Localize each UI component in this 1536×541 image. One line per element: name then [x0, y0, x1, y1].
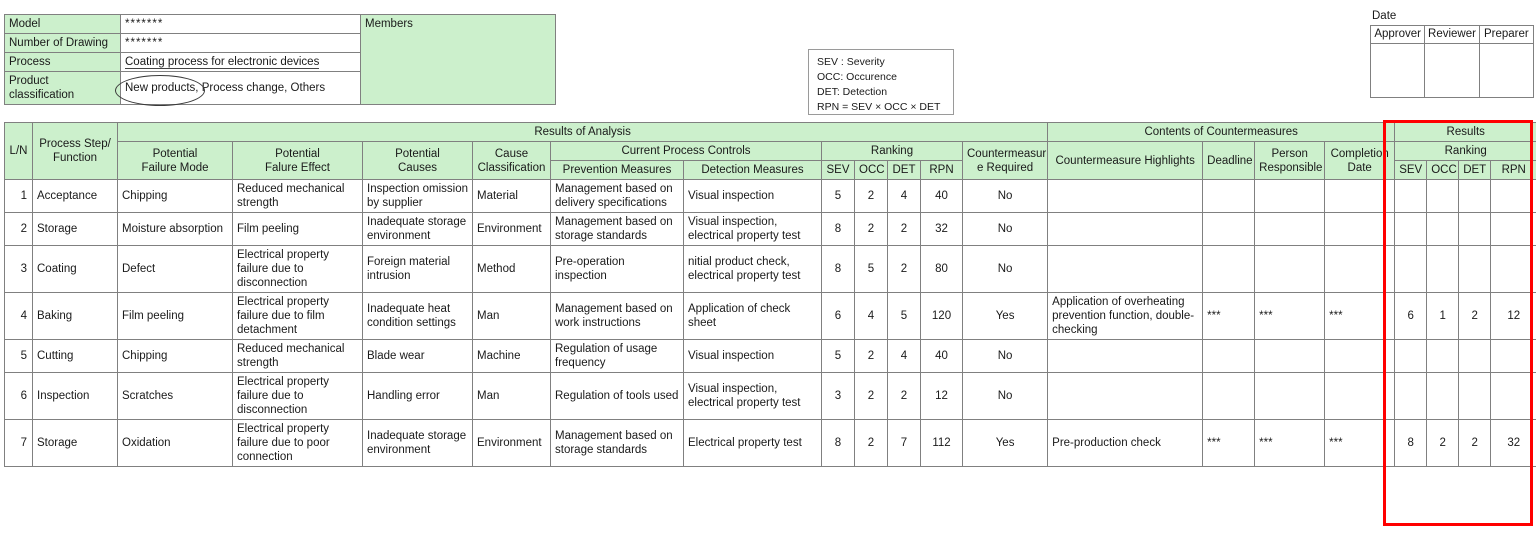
col-header-countermeasure-highlights: Countermeasure Highlights — [1048, 142, 1203, 180]
col-header-potential-failure-effect — [233, 142, 363, 180]
col-header-rpn: RPN — [921, 161, 963, 180]
cell-deadline[interactable]: *** — [1203, 420, 1255, 467]
cell-results-det[interactable] — [1459, 373, 1491, 420]
group-header-current-process-controls: Current Process Controls — [551, 142, 822, 161]
cell-cause-class[interactable]: Machine — [473, 340, 551, 373]
fmea-table-body — [5, 180, 1536, 467]
col-header-cm-required-l2: e Required — [976, 161, 1034, 174]
cell-cm-highlights[interactable] — [1048, 246, 1203, 293]
signoff-value-approver[interactable] — [1371, 44, 1425, 98]
cell-results-occ[interactable]: 1 — [1427, 293, 1459, 340]
cell-sev[interactable]: 8 — [822, 420, 855, 467]
cell-results-sev[interactable] — [1395, 373, 1427, 420]
cell-person[interactable] — [1255, 373, 1325, 420]
cell-person[interactable]: *** — [1255, 420, 1325, 467]
info-value-process[interactable] — [121, 53, 361, 72]
col-header-completion-l2: Date — [1347, 161, 1372, 174]
col-header-deadline: Deadline — [1203, 142, 1255, 180]
col-header-potential-failure-mode — [118, 142, 233, 180]
cell-results-rpn[interactable]: 12 — [1491, 293, 1536, 340]
col-header-failure-effect-l2: Falure Effect — [265, 161, 330, 174]
cell-sev[interactable]: 5 — [822, 180, 855, 213]
cell-prevention[interactable]: Management based on work instructions — [551, 293, 684, 340]
cell-cm-highlights[interactable]: Pre-production check — [1048, 420, 1203, 467]
cell-prevention[interactable]: Regulation of tools used — [551, 373, 684, 420]
cell-deadline[interactable]: *** — [1203, 293, 1255, 340]
signoff-value-preparer[interactable] — [1479, 44, 1533, 98]
cell-detection[interactable]: nitial product check, electrical property test — [684, 246, 822, 293]
cell-causes[interactable]: Inadequate storage environment — [363, 213, 473, 246]
cell-detection[interactable]: Visual inspection, electrical property test — [684, 213, 822, 246]
cell-cm-required[interactable]: No — [963, 213, 1048, 246]
header-row-groups — [5, 123, 1536, 142]
signoff-header-reviewer: Reviewer — [1425, 26, 1479, 44]
cell-failure-effect[interactable]: Reduced mechanical strength — [233, 180, 363, 213]
info-members-cell: Members — [361, 15, 556, 105]
col-header-cm-required-l1: Countermeasur — [967, 147, 1047, 160]
cell-results-rpn[interactable] — [1491, 373, 1536, 420]
cell-results-det[interactable] — [1459, 213, 1491, 246]
cell-results-det[interactable] — [1459, 340, 1491, 373]
cell-ln[interactable]: 5 — [5, 340, 33, 373]
cell-results-sev[interactable]: 6 — [1395, 293, 1427, 340]
col-header-cause-class-l1: Cause — [494, 147, 529, 160]
cell-occ[interactable]: 2 — [855, 180, 888, 213]
cell-process-step[interactable]: Acceptance — [33, 180, 118, 213]
cell-cm-highlights[interactable] — [1048, 340, 1203, 373]
info-label-product-classification: Product classification — [5, 72, 121, 105]
cell-occ[interactable]: 4 — [855, 293, 888, 340]
cell-sev[interactable]: 6 — [822, 293, 855, 340]
cell-occ[interactable]: 2 — [855, 340, 888, 373]
cell-occ[interactable]: 2 — [855, 373, 888, 420]
col-header-results-rpn: RPN — [1491, 161, 1536, 180]
cell-cause-class[interactable]: Man — [473, 373, 551, 420]
cell-results-det[interactable] — [1459, 246, 1491, 293]
group-header-ranking: Ranking — [822, 142, 963, 161]
cell-det[interactable]: 4 — [888, 340, 921, 373]
cell-results-det[interactable]: 2 — [1459, 420, 1491, 467]
table-row — [5, 213, 1536, 246]
cell-results-det[interactable] — [1459, 180, 1491, 213]
col-header-process-step — [33, 123, 118, 180]
info-label-model: Model — [5, 15, 121, 34]
cell-results-rpn[interactable] — [1491, 340, 1536, 373]
cell-process-step[interactable]: Storage — [33, 420, 118, 467]
cell-process-step[interactable]: Inspection — [33, 373, 118, 420]
col-header-process-step-l1: Process Step/ — [39, 138, 111, 150]
info-value-process-text: Coating process for electronic devices — [125, 56, 320, 69]
signoff-header-row — [1371, 26, 1534, 44]
cell-cause-class[interactable]: Method — [473, 246, 551, 293]
cell-det[interactable]: 7 — [888, 420, 921, 467]
cell-failure-effect[interactable]: Film peeling — [233, 213, 363, 246]
cell-causes[interactable]: Inadequate heat condition settings — [363, 293, 473, 340]
col-header-det: DET — [888, 161, 921, 180]
cell-prevention[interactable]: Management based on delivery specifications — [551, 180, 684, 213]
col-header-results-sev: SEV — [1395, 161, 1427, 180]
cell-detection[interactable]: Application of check sheet — [684, 293, 822, 340]
cell-rpn[interactable]: 12 — [921, 373, 963, 420]
cell-cause-class[interactable]: Material — [473, 180, 551, 213]
cell-occ[interactable]: 2 — [855, 213, 888, 246]
col-header-causes-l1: Potential — [395, 147, 440, 160]
cell-sev[interactable]: 8 — [822, 213, 855, 246]
cell-person[interactable]: *** — [1255, 293, 1325, 340]
cell-occ[interactable]: 5 — [855, 246, 888, 293]
col-header-detection-measures: Detection Measures — [684, 161, 822, 180]
cell-results-rpn[interactable] — [1491, 213, 1536, 246]
cell-detection[interactable]: Visual inspection — [684, 340, 822, 373]
table-row — [5, 293, 1536, 340]
col-header-countermeasure-required — [963, 142, 1048, 180]
cell-completion[interactable] — [1325, 373, 1395, 420]
fmea-table — [4, 122, 1536, 467]
info-value-model[interactable] — [121, 15, 361, 34]
table-row — [5, 340, 1536, 373]
cell-failure-effect[interactable]: Electrical property failure due to poor connection — [233, 420, 363, 467]
col-header-ln: L/N — [5, 123, 33, 180]
table-row — [5, 420, 1536, 467]
info-value-model-text: ******* — [125, 18, 164, 30]
col-header-person-responsible — [1255, 142, 1325, 180]
cell-sev[interactable]: 8 — [822, 246, 855, 293]
cell-rpn[interactable]: 80 — [921, 246, 963, 293]
col-header-person-l2: Responsible — [1259, 161, 1323, 174]
info-value-product-classification-text: New products, Process change, Others — [125, 82, 326, 95]
info-value-drawing-number-text: ******* — [125, 37, 164, 50]
cell-deadline[interactable] — [1203, 213, 1255, 246]
cell-causes[interactable]: Inadequate storage environment — [363, 420, 473, 467]
cell-cm-required[interactable]: Yes — [963, 420, 1048, 467]
cell-prevention[interactable]: Regulation of usage frequency — [551, 340, 684, 373]
cell-completion[interactable] — [1325, 180, 1395, 213]
cell-rpn[interactable]: 40 — [921, 340, 963, 373]
cell-detection[interactable]: Visual inspection — [684, 180, 822, 213]
cell-person[interactable] — [1255, 180, 1325, 213]
cell-person[interactable] — [1255, 213, 1325, 246]
group-header-results: Results — [1395, 123, 1536, 142]
legend-line-det: DET: Detection — [817, 85, 888, 98]
table-row — [5, 246, 1536, 293]
cell-det[interactable]: 4 — [888, 180, 921, 213]
col-header-results-det: DET — [1459, 161, 1491, 180]
cell-process-step[interactable]: Baking — [33, 293, 118, 340]
col-header-sev: SEV — [822, 161, 855, 180]
cell-cm-highlights[interactable] — [1048, 180, 1203, 213]
cell-results-sev[interactable] — [1395, 340, 1427, 373]
col-header-cause-class-l2: Classification — [477, 161, 546, 174]
cell-completion[interactable] — [1325, 340, 1395, 373]
cell-results-sev[interactable]: 8 — [1395, 420, 1427, 467]
product-classification-wrap — [125, 81, 325, 95]
document-info-block — [4, 14, 556, 105]
col-header-failure-effect-l1: Potential — [275, 147, 320, 160]
cell-process-step[interactable]: Coating — [33, 246, 118, 293]
cell-ln[interactable]: 1 — [5, 180, 33, 213]
cell-results-occ[interactable] — [1427, 213, 1459, 246]
cell-failure-effect[interactable]: Reduced mechanical strength — [233, 340, 363, 373]
cell-ln[interactable]: 7 — [5, 420, 33, 467]
cell-det[interactable]: 2 — [888, 213, 921, 246]
col-header-results-occ: OCC — [1427, 161, 1459, 180]
fmea-table-container — [4, 122, 1532, 467]
legend-line-occ: OCC: Occurence — [817, 70, 897, 83]
cell-results-occ[interactable] — [1427, 340, 1459, 373]
info-row-model — [5, 15, 556, 34]
cell-failure-mode[interactable]: Oxidation — [118, 420, 233, 467]
table-row — [5, 180, 1536, 213]
col-header-person-l1: Person — [1271, 147, 1308, 160]
cell-cm-required[interactable]: No — [963, 373, 1048, 420]
cell-deadline[interactable] — [1203, 246, 1255, 293]
cell-prevention[interactable]: Management based on storage standards — [551, 213, 684, 246]
signoff-value-row — [1371, 44, 1534, 98]
group-header-results-ranking: Ranking — [1395, 142, 1536, 161]
cell-ln[interactable]: 4 — [5, 293, 33, 340]
cell-det[interactable]: 2 — [888, 246, 921, 293]
signoff-header-approver: Approver — [1371, 26, 1425, 44]
cell-failure-mode[interactable]: Scratches — [118, 373, 233, 420]
cell-prevention[interactable]: Management based on storage standards — [551, 420, 684, 467]
cell-ln[interactable]: 2 — [5, 213, 33, 246]
cell-causes[interactable]: Blade wear — [363, 340, 473, 373]
cell-causes[interactable]: Inspection omission by supplier — [363, 180, 473, 213]
cell-failure-mode[interactable]: Defect — [118, 246, 233, 293]
signoff-value-reviewer[interactable] — [1425, 44, 1479, 98]
cell-process-step[interactable]: Cutting — [33, 340, 118, 373]
cell-causes[interactable]: Foreign material intrusion — [363, 246, 473, 293]
col-header-completion-l1: Completion — [1330, 147, 1389, 160]
cell-results-rpn[interactable] — [1491, 246, 1536, 293]
legend-line-sev: SEV : Severity — [817, 56, 885, 68]
cell-deadline[interactable] — [1203, 373, 1255, 420]
group-header-results-of-analysis: Results of Analysis — [118, 123, 1048, 142]
abbreviation-legend-box — [808, 49, 954, 115]
col-header-potential-causes — [363, 142, 473, 180]
info-label-drawing-number: Number of Drawing — [5, 34, 121, 53]
cell-results-det[interactable]: 2 — [1459, 293, 1491, 340]
cell-det[interactable]: 5 — [888, 293, 921, 340]
cell-cm-required[interactable]: No — [963, 340, 1048, 373]
cell-deadline[interactable] — [1203, 340, 1255, 373]
col-header-process-step-l2: Function — [52, 152, 98, 165]
col-header-failure-mode-l1: Potential — [152, 147, 198, 160]
cell-prevention[interactable]: Pre-operation inspection — [551, 246, 684, 293]
cell-results-sev[interactable] — [1395, 213, 1427, 246]
cell-rpn[interactable]: 40 — [921, 180, 963, 213]
cell-completion[interactable]: *** — [1325, 420, 1395, 467]
cell-completion[interactable] — [1325, 246, 1395, 293]
signoff-table — [1370, 25, 1534, 98]
table-row — [5, 373, 1536, 420]
cell-results-occ[interactable]: 2 — [1427, 420, 1459, 467]
cell-sev[interactable]: 3 — [822, 373, 855, 420]
cell-deadline[interactable] — [1203, 180, 1255, 213]
cell-cause-class[interactable]: Environment — [473, 420, 551, 467]
cell-cause-class[interactable]: Environment — [473, 213, 551, 246]
cell-results-rpn[interactable] — [1491, 180, 1536, 213]
cell-cm-highlights[interactable]: Application of overheating prevention function, double-checking — [1048, 293, 1203, 340]
cell-results-sev[interactable] — [1395, 246, 1427, 293]
col-header-prevention-measures: Prevention Measures — [551, 161, 684, 180]
legend-line-rpn: RPN = SEV × OCC × DET — [817, 100, 941, 113]
cell-cm-required[interactable]: Yes — [963, 293, 1048, 340]
cell-results-occ[interactable] — [1427, 373, 1459, 420]
cell-results-sev[interactable] — [1395, 180, 1427, 213]
cell-ln[interactable]: 6 — [5, 373, 33, 420]
date-label: Date — [1372, 10, 1397, 22]
cell-person[interactable] — [1255, 340, 1325, 373]
fmea-table-head — [5, 123, 1536, 180]
cell-results-occ[interactable] — [1427, 180, 1459, 213]
date-signoff-block — [1370, 10, 1534, 98]
cell-cm-highlights[interactable] — [1048, 213, 1203, 246]
col-header-completion-date — [1325, 142, 1395, 180]
info-value-product-classification[interactable] — [121, 72, 361, 105]
cell-failure-mode[interactable]: Moisture absorption — [118, 213, 233, 246]
cell-completion[interactable] — [1325, 213, 1395, 246]
cell-detection[interactable]: Electrical property test — [684, 420, 822, 467]
cell-failure-mode[interactable]: Chipping — [118, 340, 233, 373]
col-header-occ: OCC — [855, 161, 888, 180]
cell-failure-effect[interactable]: Electrical property failure due to disconnection — [233, 246, 363, 293]
header-row-subgroups — [5, 142, 1536, 161]
info-label-process: Process — [5, 53, 121, 72]
cell-cm-required[interactable]: No — [963, 180, 1048, 213]
cell-rpn[interactable]: 120 — [921, 293, 963, 340]
cell-ln[interactable]: 3 — [5, 246, 33, 293]
cell-cm-highlights[interactable] — [1048, 373, 1203, 420]
cell-failure-mode[interactable]: Chipping — [118, 180, 233, 213]
cell-failure-effect[interactable]: Electrical property failure due to film detachment — [233, 293, 363, 340]
document-info-table — [4, 14, 556, 105]
cell-sev[interactable]: 5 — [822, 340, 855, 373]
signoff-header-preparer: Preparer — [1479, 26, 1533, 44]
cell-detection[interactable]: Visual inspection, electrical property test — [684, 373, 822, 420]
cell-results-rpn[interactable]: 32 — [1491, 420, 1536, 467]
cell-det[interactable]: 2 — [888, 373, 921, 420]
cell-occ[interactable]: 2 — [855, 420, 888, 467]
cell-causes[interactable]: Handling error — [363, 373, 473, 420]
cell-failure-effect[interactable]: Electrical property failure due to disconnection — [233, 373, 363, 420]
cell-process-step[interactable]: Storage — [33, 213, 118, 246]
col-header-causes-l2: Causes — [398, 161, 437, 174]
cell-person[interactable] — [1255, 246, 1325, 293]
cell-rpn[interactable]: 32 — [921, 213, 963, 246]
cell-rpn[interactable]: 112 — [921, 420, 963, 467]
col-header-failure-mode-l2: Failure Mode — [141, 161, 209, 174]
cell-cm-required[interactable]: No — [963, 246, 1048, 293]
info-value-drawing-number[interactable] — [121, 34, 361, 53]
col-header-cause-classification — [473, 142, 551, 180]
cell-cause-class[interactable]: Man — [473, 293, 551, 340]
cell-results-occ[interactable] — [1427, 246, 1459, 293]
cell-completion[interactable]: *** — [1325, 293, 1395, 340]
group-header-contents-of-countermeasures: Contents of Countermeasures — [1048, 123, 1395, 142]
cell-failure-mode[interactable]: Film peeling — [118, 293, 233, 340]
